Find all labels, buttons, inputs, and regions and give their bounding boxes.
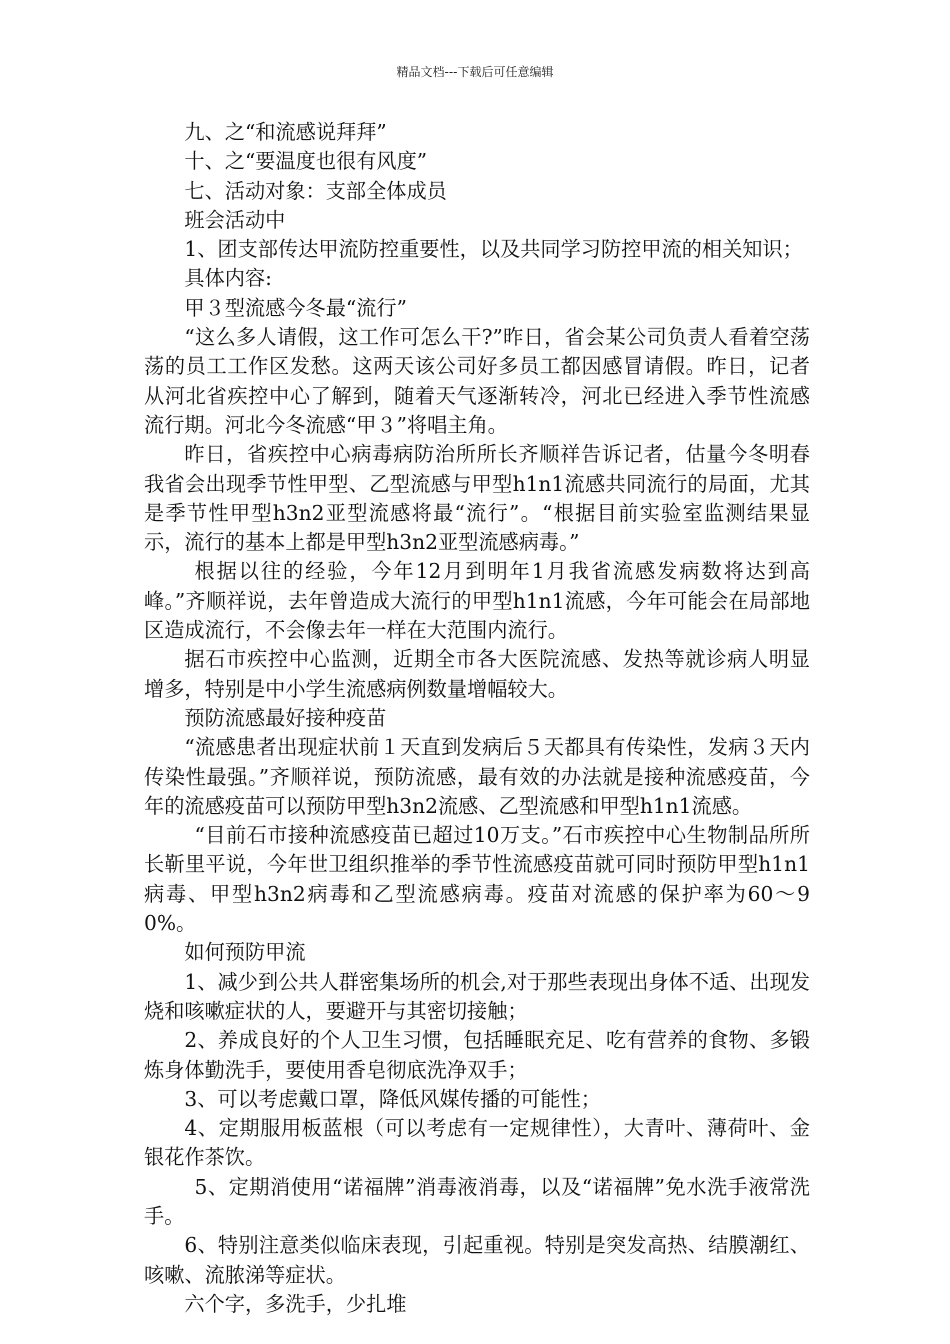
document-body	[144, 118, 810, 1319]
paragraph: 九、之“和流感说拜拜”	[184, 120, 387, 144]
paragraph: 据石市疾控中心监测，近期全市各大医院流感、发热等就诊病人明显增多，特别是中小学生流感病例数量增幅较大。	[144, 647, 810, 701]
paragraph: 班会活动中	[184, 207, 286, 232]
paragraph: “目前石市接种流感疫苗已超过10万支。”石市疾控中心生物制品所所长靳里平说，今年世卫组织推举的季节性流感疫苗就可同时预防甲型h1n1病毒、甲型h3n2病毒和乙型流感病毒。疫苗对流感的保护率为60～90%。	[144, 823, 810, 936]
list-item: 4、定期服用板蓝根（可以考虑有一定规律性），大青叶、薄荷叶、金银花作茶饮。	[144, 1116, 810, 1170]
list-item: 2、养成良好的个人卫生习惯，包括睡眠充足、吃有营养的食物、多锻炼身体勤洗手，要使用香皂彻底洗净双手；	[144, 1028, 810, 1082]
paragraph: “流感患者出现症状前１天直到发病后５天都具有传染性，发病３天内传染性最强。”齐顺祥说，预防流感，最有效的办法就是接种流感疫苗，今年的流感疫苗可以预防甲型h3n2流感、乙型流感和甲型h1n1流感。	[144, 735, 810, 818]
paragraph: 六个字，多洗手，少扎堆	[184, 1291, 407, 1316]
list-item: 3、可以考虑戴口罩，降低风媒传播的可能性；	[184, 1086, 601, 1111]
paragraph: 根据以往的经验，今年12月到明年1月我省流感发病数将达到高峰。”齐顺祥说，去年曾造成大流行的甲型h1n1流感，今年可能会在局部地区造成流行，不会像去年一样在大范围内流行。	[144, 559, 810, 643]
section-heading: 预防流感最好接种疫苗	[184, 705, 387, 730]
section-heading: 甲３型流感今冬最“流行”	[184, 295, 407, 320]
paragraph: 具体内容:	[184, 266, 272, 291]
paragraph: 昨日，省疾控中心病毒病防治所所长齐顺祥告诉记者，估量今冬明春我省会出现季节性甲型、乙型流感与甲型h1n1流感共同流行的局面，尤其是季节性甲型h3n2亚型流感将最“流行”。“根据目前实验室监测结果显示，流行的基本上都是甲型h3n2亚型流感病毒。”	[144, 442, 810, 555]
section-heading: 如何预防甲流	[184, 940, 306, 965]
paragraph: 十、之“要温度也很有风度”	[184, 149, 428, 174]
paragraph: 1、团支部传达甲流防控重要性，以及共同学习防控甲流的相关知识；	[184, 237, 803, 262]
paragraph: “这么多人请假，这工作可怎么干?”昨日，省会某公司负责人看着空荡荡的员工工作区发愁。这两天该公司好多员工都因感冒请假。昨日，记者从河北省疾控中心了解到，随着天气逐渐转冷，河北已经进入季节性流感流行期。河北今冬流感“甲３”将唱主角。	[144, 325, 810, 437]
paragraph: 七、活动对象：支部全体成员	[184, 178, 447, 203]
list-item: 1、减少到公共人群密集场所的机会,对于那些表现出身体不适、出现发烧和咳嗽症状的人，要避开与其密切接触；	[144, 969, 810, 1023]
list-item: 5、定期消使用“诺福牌”消毒液消毒，以及“诺福牌”免水洗手液常洗手。	[144, 1174, 810, 1228]
list-item: 6、特别注意类似临床表现，引起重视。特别是突发高热、结膜潮红、咳嗽、流脓涕等症状。	[144, 1233, 810, 1287]
page-header: 精品文档---下载后可任意编辑	[396, 65, 554, 79]
